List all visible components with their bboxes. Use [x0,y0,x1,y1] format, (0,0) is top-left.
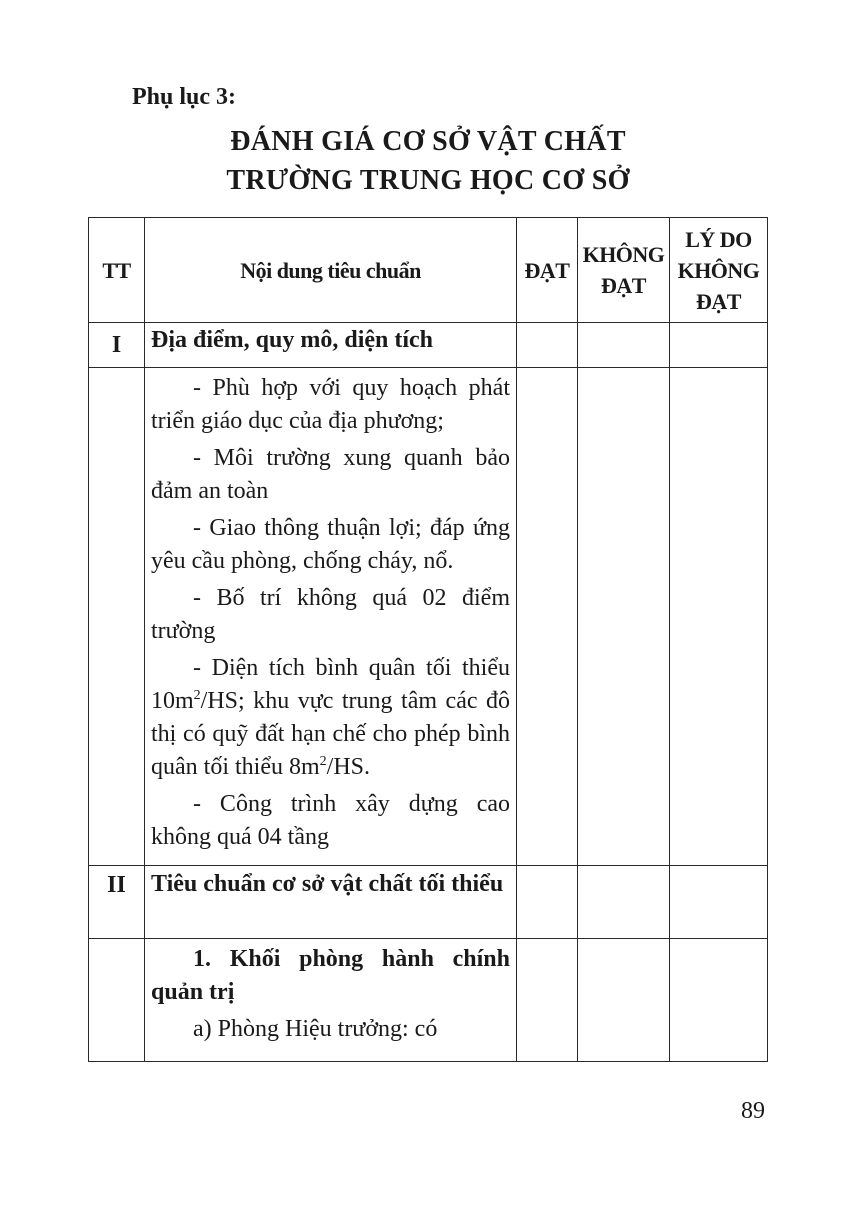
section-2-number: II [89,866,145,939]
cell-fail [578,866,670,939]
item-text: /HS. [326,754,371,780]
cell-pass [517,323,578,368]
cell-reason [670,368,768,866]
section-1-number: I [89,323,145,368]
section-2-items-row [89,939,768,1062]
evaluation-table [88,217,768,1062]
table-header-row [89,218,768,323]
section-1-items-row [89,368,768,866]
cell-reason [670,939,768,1062]
header-pass: ĐẠT [517,218,578,323]
cell-reason [670,866,768,939]
list-item [151,652,510,784]
document-title-line-1: ĐÁNH GIÁ CƠ SỞ VẬT CHẤT [230,126,626,157]
cell-fail [578,368,670,866]
list-item: - Giao thông thuận lợi; đáp ứng yêu cầu phòng, chống cháy, nổ. [151,515,510,574]
cell-reason [670,323,768,368]
section-1-items [145,368,517,866]
superscript: 2 [319,754,327,769]
section-1-row [89,323,768,368]
item-text: /HS; khu vực trung tâm các đô thị có quỹ đất hạn chế cho phép bình quân tối thiểu 8m [151,688,510,780]
section-2-row [89,866,768,939]
cell-fail [578,323,670,368]
cell-tt [89,368,145,866]
appendix-label: Phụ lục 3: [132,84,237,110]
cell-pass [517,368,578,866]
subsection-title: 1. Khối phòng hành chính quản trị [151,946,510,1005]
header-content: Nội dung tiêu chuẩn [145,218,517,323]
header-tt: TT [89,218,145,323]
list-item: - Bố trí không quá 02 điểm trường [151,585,510,644]
superscript: 2 [193,688,201,703]
list-item: - Công trình xây dựng cao không quá 04 tầng [151,791,510,850]
cell-fail [578,939,670,1062]
header-reason: LÝ DO KHÔNG ĐẠT [670,218,768,323]
document-title-line-2: TRƯỜNG TRUNG HỌC CƠ SỞ [226,165,630,196]
section-2-title: Tiêu chuẩn cơ sở vật chất tối thiểu [145,866,517,939]
list-item: a) Phòng Hiệu trưởng: có [193,1016,438,1042]
section-1-title: Địa điểm, quy mô, diện tích [145,323,517,368]
section-2-items [145,939,517,1062]
list-item: - Môi trường xung quanh bảo đảm an toàn [151,445,510,504]
list-item: - Phù hợp với quy hoạch phát triển giáo dục của địa phương; [151,375,510,434]
cell-pass [517,866,578,939]
header-fail: KHÔNG ĐẠT [578,218,670,323]
item-text: - Diện tích bình quân tối thiểu 10m [151,655,510,714]
cell-pass [517,939,578,1062]
page-number: 89 [741,1098,765,1124]
cell-tt [89,939,145,1062]
